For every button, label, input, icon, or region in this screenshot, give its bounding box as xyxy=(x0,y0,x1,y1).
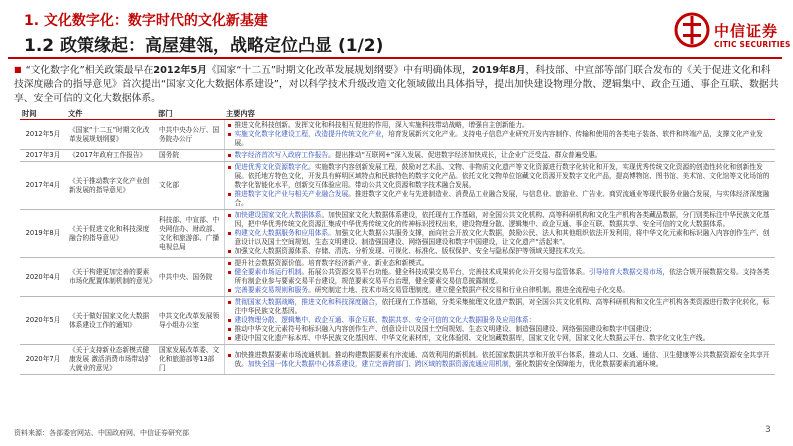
intro-segment: 《国家“十二五”时期文化改革发展规划纲要》中有明确体现， xyxy=(206,65,472,76)
brand-logo xyxy=(674,8,791,54)
content-point xyxy=(228,190,773,208)
cell-content xyxy=(224,297,775,345)
brand-name-cn: 中信证券 xyxy=(714,22,779,40)
highlight-text: 促进优秀文化资源数字化 xyxy=(234,163,309,171)
content-point xyxy=(228,325,773,334)
content-point xyxy=(228,130,773,148)
content-point xyxy=(228,351,773,369)
cell-content xyxy=(224,162,775,210)
cell-department: 国家发展改革委、文化和旅游部等13部门 xyxy=(156,345,224,375)
cell-time: 2019年8月 xyxy=(20,210,66,258)
content-point xyxy=(228,286,773,295)
content-point xyxy=(228,151,773,160)
content-points xyxy=(228,351,773,369)
header-content: 主要内容 xyxy=(224,109,775,120)
content-points xyxy=(228,259,773,295)
content-points xyxy=(228,211,773,256)
content-point xyxy=(228,121,773,130)
highlight-text: 贯彻国家大数据战略，推进文化和科技深度融合 xyxy=(234,298,375,306)
content-point xyxy=(228,298,773,316)
highlight-text: 加快全国一体化大数据中心体系建设，建立完善跨部门、跨区域的数据资源流通应用机制 xyxy=(247,359,509,368)
cell-department: 科技部、中宣部、中央网信办、财政部、文化和旅游部、广播电视总局 xyxy=(156,210,224,258)
point-text: 提升社会数据资源价值。培育数字经济新产业、新业态和新模式。 xyxy=(234,259,429,267)
point-text: 加快推进数据要素市场流通机制。推动构建数据要素有序流通、高效利用的新机制。依托国家数据共享和开放平台体系，推动人口、交通、通信、卫生健康等公共数据资源安全共享开放。 xyxy=(234,350,770,368)
content-point xyxy=(228,268,773,286)
content-point xyxy=(228,316,773,325)
highlight-text: 健全要素市场运行机制 xyxy=(234,268,302,276)
table-row xyxy=(20,162,775,210)
point-text: 加强文化大数据公共服务支撑，面向社会开放文化大数据，鼓励公民、法人和其他组织依法开发利用，将中华文化元素和标识融入内容创作生产、创意设计以及国土空间规划、生态文明建设、制造强国建设、网络强国建设和数字中国建设，让文化遗产“活起来”。 xyxy=(234,229,770,246)
point-text: 推进文化科技创新。发挥文化和科技相互促进的作用，深入实施科技带动战略，增强自主创新能力。 xyxy=(234,121,529,129)
content-points xyxy=(228,298,773,343)
cell-department: 文化部 xyxy=(156,162,224,210)
highlight-text: 实施文化数字化建设工程，改造提升传统文化产业 xyxy=(234,130,382,138)
highlight-text: 引导培育大数据交易市场 xyxy=(588,268,663,276)
section-title: 1. 文化数字化：数字时代的文化新基建 xyxy=(24,13,268,29)
cell-content xyxy=(224,150,775,162)
point-text: ，依托现有工作基础，分类采集梳理文化遗产数据，对全国公共文化机构、高等科研机构和文化生产机构各类资源进行数字化转化，标注中华民族文化基因。 xyxy=(234,298,770,315)
highlight-text: 完善要素交易规则和服务 xyxy=(234,286,309,294)
highlight-text: 构建文化大数据服务和应用体系。 xyxy=(234,229,335,237)
cell-time: 2012年5月 xyxy=(20,120,66,150)
cell-department: 中共中央、国务院 xyxy=(156,258,224,297)
content-point xyxy=(228,247,773,256)
brand-name-en: CITIC SECURITIES xyxy=(714,40,791,49)
slide-title: 1.2 政策缘起：高屋建瓴，战略定位凸显 (1/2) xyxy=(24,36,384,56)
intro-paragraph xyxy=(14,63,780,106)
cell-department: 国务院 xyxy=(156,150,224,162)
intro-segment: 2012年5月 xyxy=(153,65,207,76)
cell-content xyxy=(224,210,775,258)
cell-document: 《2017年政府工作报告》 xyxy=(66,150,156,162)
cell-time: 2020年5月 xyxy=(20,297,66,345)
table-header-row xyxy=(20,109,775,120)
cell-document: 《关于推动数字文化产业创新发展的指导意见》 xyxy=(66,162,156,210)
point-text: ，培育发展新兴文化产业。支持电子信息产业研究开发内容制作、传输和使用的各类电子装备、软件和终端产品，支撑文化产业发展。 xyxy=(234,130,763,147)
point-text: ，强化数据安全保障能力，优化数据要素流通环境。 xyxy=(508,359,663,368)
table-row xyxy=(20,210,775,258)
highlight-text: 加快建设国家文化大数据体系 xyxy=(234,211,322,219)
point-text: ，依法合规开展数据交易。支持各类所有制企业参与要素交易平台建设，规范要素交易平台治理，健全要素交易信息披露制度。 xyxy=(234,268,770,285)
content-points xyxy=(228,163,773,208)
cell-document: 《关于促进文化和科技深度融合的指导意见》 xyxy=(66,210,156,258)
point-text: 推动中华文化元素符号和标识融入内容创作生产、创意设计以及国土空间规划、生态文明建设、制造强国建设、网络强国建设和数字中国建设； xyxy=(234,325,656,333)
citic-logo-icon xyxy=(674,12,710,48)
source-note: 资料来源：各部委官网站、中国政府网、中信证券研究部 xyxy=(14,429,189,437)
point-text: 。研究制定土地、技术市场交易管理制度。建立健全数据产权交易和行业自律机制。推进全流程电子化交易。 xyxy=(308,286,630,294)
highlight-text: 建设物理分散、逻辑集中、政企互通、事企互联、数据共享、安全可信的文化大数据服务及应用体系： xyxy=(234,316,536,324)
cell-document: 《国家“十二五”时期文化改革发展规划纲要》 xyxy=(66,120,156,150)
table-row xyxy=(20,345,775,375)
point-text: 。加快国家文化大数据体系建设，依托现有工作基础，对全国公共文化机构、高等科研机构和文化生产机构各类藏品数据，分门别类标注中华民族文化基因，把中华优秀传统文化资源汇集成中华优秀传统文化的传神标识授权出来，建设物理分散、逻辑集中、政企互通、事企互联、数据共享、安全可信的文化大数据体系。 xyxy=(234,211,770,228)
table-row xyxy=(20,258,775,297)
intro-segment: 2019年8月 xyxy=(471,65,526,76)
point-text: 。推进数字文化产业与先进制造业、消费品工业融合发展，与信息业、旅游业、广告业、商贸流通业等现代服务业融合发展，与实体经济深度融合。 xyxy=(234,190,770,207)
content-points xyxy=(228,151,773,160)
bullet-square-icon: ■ xyxy=(14,65,22,74)
content-points xyxy=(228,121,773,148)
cell-time: 2020年7月 xyxy=(20,345,66,375)
content-point xyxy=(228,334,773,343)
point-text: 。提出推动“互联网+”深入发展、促进数字经济加快成长，让企业广泛受益、群众普遍受惠。 xyxy=(328,151,602,159)
content-point xyxy=(228,229,773,247)
header-time: 时间 xyxy=(20,109,66,120)
highlight-text: 数字经济首次写入政府工作报告 xyxy=(234,151,329,159)
cell-content xyxy=(224,120,775,150)
table-row xyxy=(20,120,775,150)
intro-segment: “文化数字化”相关政策最早在 xyxy=(25,65,154,76)
cell-time: 2020年4月 xyxy=(20,258,66,297)
cell-content xyxy=(224,258,775,297)
cell-document: 《关于支持新业态新模式健康发展 激活消费市场带动扩大就业的意见》 xyxy=(66,345,156,375)
page-number: 3 xyxy=(765,425,771,435)
cell-department: 中共中央办公厅、国务院办公厅 xyxy=(156,120,224,150)
intro-text xyxy=(14,65,779,104)
cell-time: 2017年3月 xyxy=(20,150,66,162)
header-dept: 部门 xyxy=(156,109,224,120)
content-point xyxy=(228,259,773,268)
cell-department: 中共文化改革发展领导小组办公室 xyxy=(156,297,224,345)
cell-document: 《关于做好国家文化大数据体系建设工作的通知》 xyxy=(66,297,156,345)
header-divider xyxy=(8,57,782,59)
table-row xyxy=(20,297,775,345)
intro-segment: ，科技部、中宣部等部门联合发布的《关于促进文化和科技深度融合的指导意见》首次提出“国家文化大数据体系建设”，对以科学技术升级改造文化领域做出具体指导，提出加快建设物理分散、逻辑集中、政企互通、事企互联、数据共享、安全可信的文化大数据体系。 xyxy=(14,65,779,104)
cell-content xyxy=(224,345,775,375)
point-text: 。拓展公共资源交易平台功能。健全科技成果交易平台，完善技术成果转化公开交易与监管体系。 xyxy=(301,268,589,276)
header-doc: 文件 xyxy=(66,109,156,120)
content-point xyxy=(228,163,773,190)
point-text: 加强文化大数据资源体系、存储、清洗、分析发现、可视化、标准化、版权保护、安全与隐私保护等领域关键技术攻关。 xyxy=(234,247,589,255)
cell-document: 《关于构建更加完善的要素市场化配置体制机制的意见》 xyxy=(66,258,156,297)
cell-time: 2017年4月 xyxy=(20,162,66,210)
content-point xyxy=(228,211,773,229)
policy-table xyxy=(20,109,775,375)
point-text: 。实施数字内容创新发展工程，鼓励对艺术品、文物、非物质文化遗产等文化资源进行数字化转化和开发，实现优秀传统文化资源的创造性转化和创新性发展。依托地方特色文化，开发具有鲜明区域特点和民族特色的数字文化产品。依托文化文物单位馆藏文化资源开发数字文化产品，提高博物馆、图书馆、美术馆、文化馆等文化场馆的数字化智能化水平，创新交互体验应用。带动公共文化资源和数字技术融合发展。 xyxy=(234,163,770,189)
highlight-text: 推进数字文化产业与相关产业融合发展 xyxy=(234,190,349,198)
table-row xyxy=(20,150,775,162)
point-text: 建设中国文化遗产标本库、中华民族文化基因库、中华文化素材库，文化体验园、文化馆藏数据库，国家文化专网，国家文化大数据云平台、数字化文化生产线。 xyxy=(234,334,710,342)
